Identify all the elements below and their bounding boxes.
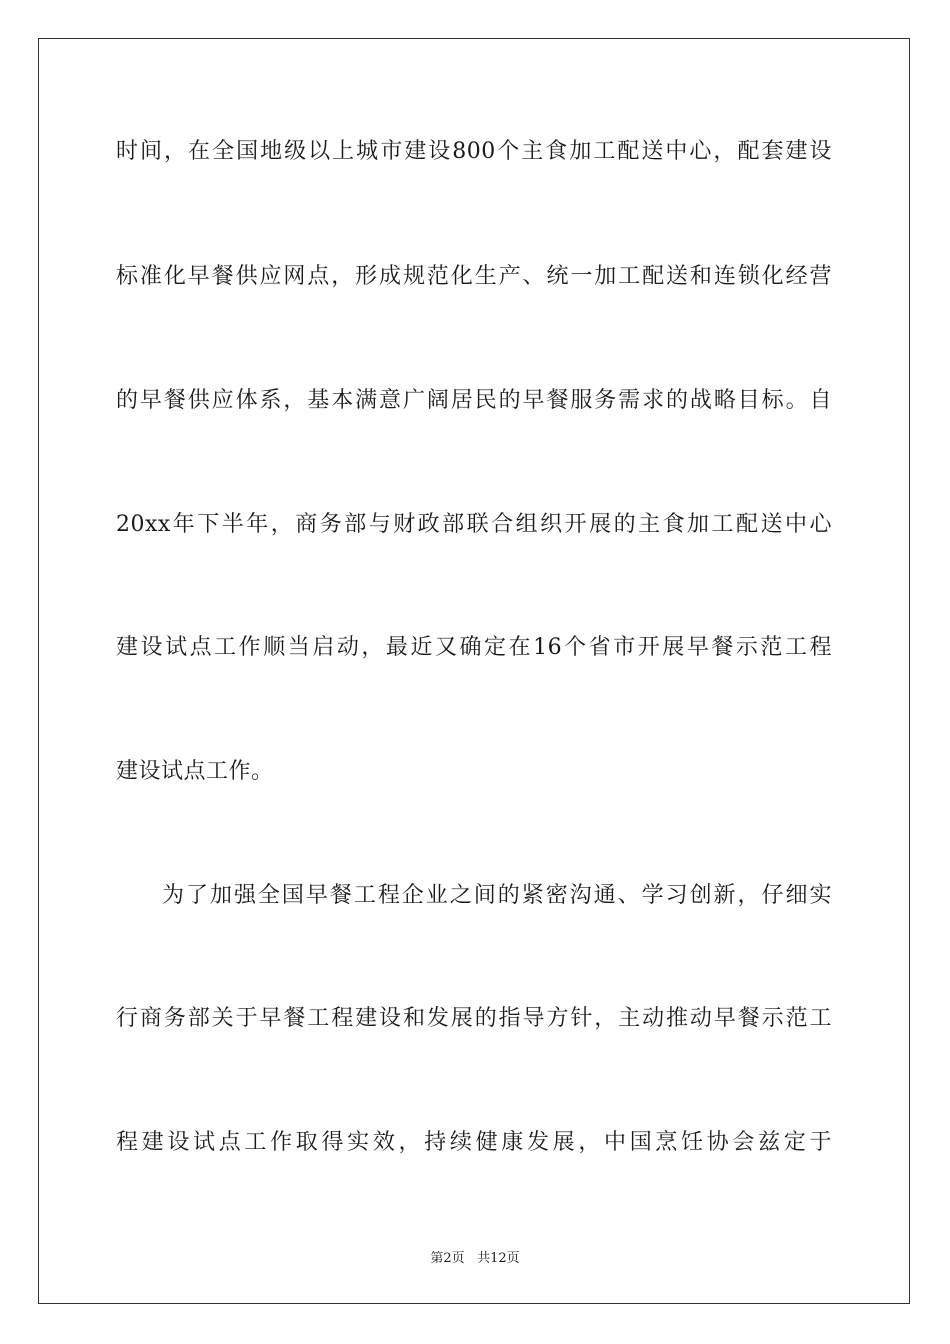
text-line: 20xx年下半年，商务部与财政部联合组织开展的主食加工配送中心: [116, 512, 832, 537]
page-border: [38, 38, 910, 1304]
text-line: 标准化早餐供应网点，形成规范化生产、统一加工配送和连锁化经营: [116, 264, 832, 289]
text-line: 为了加强全国早餐工程企业之间的紧密沟通、学习创新，仔细实: [162, 883, 832, 908]
page-number: 第2页: [430, 1251, 465, 1266]
text-line: 建设试点工作顺当启动，最近又确定在16个省市开展早餐示范工程: [116, 635, 832, 660]
page-footer: [0, 1247, 950, 1266]
text-line: 行商务部关于早餐工程建设和发展的指导方针，主动推动早餐示范工: [116, 1006, 832, 1031]
page-total: 共12页: [477, 1251, 520, 1266]
text-line: 建设试点工作。: [116, 759, 274, 784]
text-line: 的早餐供应体系，基本满意广阔居民的早餐服务需求的战略目标。自: [116, 388, 832, 413]
text-line: 时间，在全国地级以上城市建设800个主食加工配送中心，配套建设: [116, 139, 832, 164]
text-line: 程建设试点工作取得实效，持续健康发展，中国烹饪协会兹定于: [116, 1130, 832, 1155]
